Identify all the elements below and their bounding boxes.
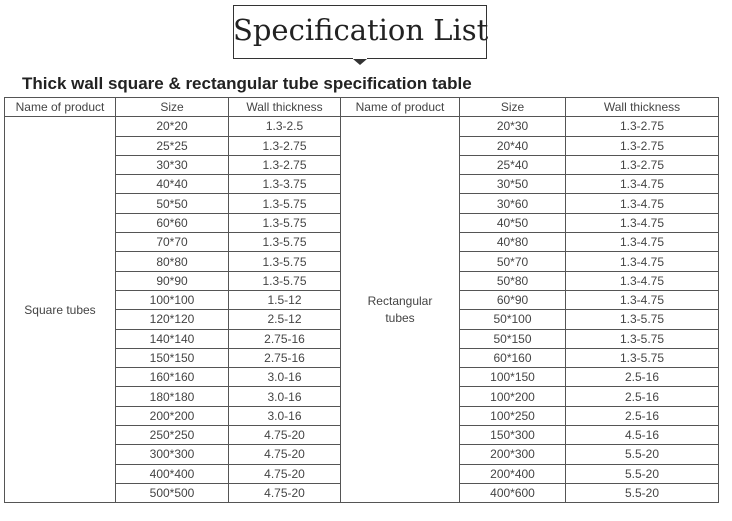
square-size-cell: 120*120 — [116, 310, 229, 329]
square-wall-cell: 4.75-20 — [229, 426, 341, 445]
rect-size-cell: 40*80 — [460, 233, 566, 252]
rect-wall-cell: 2.5-16 — [566, 368, 719, 387]
square-wall-cell: 3.0-16 — [229, 387, 341, 406]
specification-table — [4, 97, 719, 503]
rectangular-tubes-text: Rectangular tubes — [367, 293, 433, 325]
rect-size-cell: 30*50 — [460, 175, 566, 194]
square-size-cell: 25*25 — [116, 136, 229, 155]
table-row — [5, 117, 719, 136]
rect-size-cell: 20*40 — [460, 136, 566, 155]
square-wall-cell: 1.3-5.75 — [229, 252, 341, 271]
square-wall-cell: 2.75-16 — [229, 329, 341, 348]
rect-wall-cell: 1.3-4.75 — [566, 213, 719, 232]
banner-border-bottom-right — [367, 58, 487, 59]
rect-wall-cell: 1.3-2.75 — [566, 136, 719, 155]
banner-title: Specification List — [233, 13, 489, 47]
square-size-cell: 200*200 — [116, 406, 229, 425]
header-wall-thickness: Wall thickness — [566, 98, 719, 117]
square-size-cell: 50*50 — [116, 194, 229, 213]
rect-wall-cell: 1.3-2.75 — [566, 117, 719, 136]
rect-wall-cell: 1.3-5.75 — [566, 348, 719, 367]
square-wall-cell: 1.3-5.75 — [229, 271, 341, 290]
square-wall-cell: 1.3-2.75 — [229, 155, 341, 174]
square-size-cell: 30*30 — [116, 155, 229, 174]
square-size-cell: 60*60 — [116, 213, 229, 232]
rect-wall-cell: 1.3-4.75 — [566, 271, 719, 290]
header-name-of-product: Name of product — [5, 98, 116, 117]
square-size-cell: 140*140 — [116, 329, 229, 348]
rect-wall-cell: 1.3-4.75 — [566, 252, 719, 271]
square-wall-cell: 1.3-2.5 — [229, 117, 341, 136]
rect-size-cell: 400*600 — [460, 483, 566, 502]
rect-size-cell: 50*70 — [460, 252, 566, 271]
rect-size-cell: 50*80 — [460, 271, 566, 290]
square-wall-cell: 2.5-12 — [229, 310, 341, 329]
square-size-cell: 250*250 — [116, 426, 229, 445]
square-size-cell: 40*40 — [116, 175, 229, 194]
rect-wall-cell: 1.3-5.75 — [566, 329, 719, 348]
rect-wall-cell: 4.5-16 — [566, 426, 719, 445]
square-size-cell: 150*150 — [116, 348, 229, 367]
square-size-cell: 180*180 — [116, 387, 229, 406]
square-size-cell: 70*70 — [116, 233, 229, 252]
rect-wall-cell: 1.3-4.75 — [566, 175, 719, 194]
rect-size-cell: 100*200 — [460, 387, 566, 406]
square-wall-cell: 4.75-20 — [229, 445, 341, 464]
rect-size-cell: 50*150 — [460, 329, 566, 348]
header-name-of-product: Name of product — [341, 98, 460, 117]
rect-size-cell: 60*90 — [460, 290, 566, 309]
header-wall-thickness: Wall thickness — [229, 98, 341, 117]
banner-border-bottom-left — [233, 58, 353, 59]
square-wall-cell: 2.75-16 — [229, 348, 341, 367]
rect-wall-cell: 2.5-16 — [566, 387, 719, 406]
header-size: Size — [116, 98, 229, 117]
rect-wall-cell: 2.5-16 — [566, 406, 719, 425]
table-header-row — [5, 98, 719, 117]
square-tubes-label: Square tubes — [5, 117, 116, 503]
square-wall-cell: 4.75-20 — [229, 483, 341, 502]
square-wall-cell: 1.3-5.75 — [229, 213, 341, 232]
rectangular-tubes-label — [341, 117, 460, 503]
rect-wall-cell: 1.3-4.75 — [566, 194, 719, 213]
rect-wall-cell: 5.5-20 — [566, 483, 719, 502]
square-wall-cell: 1.5-12 — [229, 290, 341, 309]
square-size-cell: 100*100 — [116, 290, 229, 309]
rect-size-cell: 60*160 — [460, 348, 566, 367]
square-wall-cell: 4.75-20 — [229, 464, 341, 483]
square-size-cell: 300*300 — [116, 445, 229, 464]
table-title: Thick wall square & rectangular tube specification table — [22, 74, 472, 93]
rect-wall-cell: 5.5-20 — [566, 464, 719, 483]
square-size-cell: 500*500 — [116, 483, 229, 502]
rect-wall-cell: 1.3-2.75 — [566, 155, 719, 174]
square-wall-cell: 3.0-16 — [229, 406, 341, 425]
header-size: Size — [460, 98, 566, 117]
square-size-cell: 400*400 — [116, 464, 229, 483]
square-size-cell: 80*80 — [116, 252, 229, 271]
rect-size-cell: 50*100 — [460, 310, 566, 329]
rect-size-cell: 40*50 — [460, 213, 566, 232]
rect-size-cell: 100*250 — [460, 406, 566, 425]
square-wall-cell: 1.3-3.75 — [229, 175, 341, 194]
rect-size-cell: 30*60 — [460, 194, 566, 213]
square-wall-cell: 1.3-5.75 — [229, 194, 341, 213]
rect-size-cell: 200*400 — [460, 464, 566, 483]
square-size-cell: 20*20 — [116, 117, 229, 136]
rect-size-cell: 150*300 — [460, 426, 566, 445]
square-wall-cell: 1.3-5.75 — [229, 233, 341, 252]
rect-size-cell: 200*300 — [460, 445, 566, 464]
rect-size-cell: 25*40 — [460, 155, 566, 174]
rect-wall-cell: 1.3-4.75 — [566, 233, 719, 252]
banner-border-top — [233, 5, 487, 6]
square-size-cell: 90*90 — [116, 271, 229, 290]
banner-pointer-icon — [353, 59, 367, 65]
rect-wall-cell: 1.3-5.75 — [566, 310, 719, 329]
rect-size-cell: 100*150 — [460, 368, 566, 387]
rect-size-cell: 20*30 — [460, 117, 566, 136]
rect-wall-cell: 1.3-4.75 — [566, 290, 719, 309]
square-wall-cell: 3.0-16 — [229, 368, 341, 387]
square-wall-cell: 1.3-2.75 — [229, 136, 341, 155]
square-size-cell: 160*160 — [116, 368, 229, 387]
rect-wall-cell: 5.5-20 — [566, 445, 719, 464]
specification-banner — [233, 5, 487, 59]
